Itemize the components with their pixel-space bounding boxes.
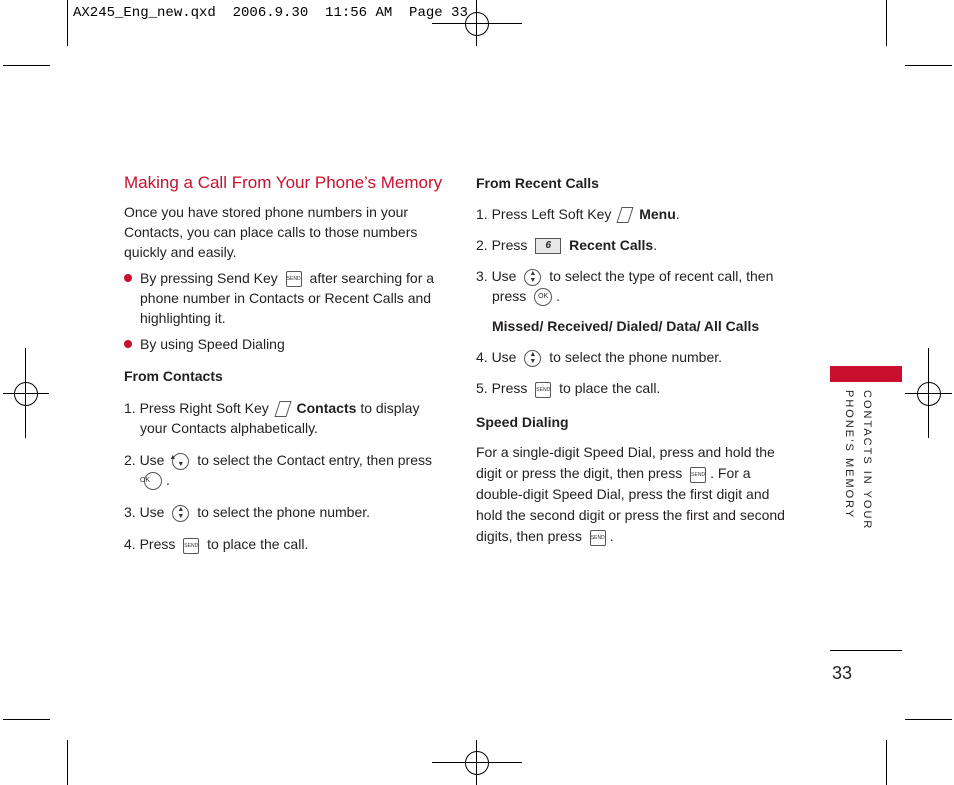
- ok-key-icon: OK: [534, 288, 552, 306]
- section-tab-bar: [830, 366, 902, 382]
- navigation-key-icon: ▲ ▼: [172, 453, 189, 470]
- send-key-icon: SEND: [590, 530, 606, 546]
- section-tab-line-1: CONTACTS IN YOUR: [861, 390, 873, 531]
- step-3: 3. Use ▲ ▼ to select the type of recent call, then press OK .: [476, 266, 798, 306]
- navigation-key-icon: ▲ ▼: [524, 350, 541, 367]
- intro-paragraph: Once you have stored phone numbers in your Contacts, you can place calls to those numbers quickly and easily.: [124, 204, 418, 260]
- crop-mark: [67, 0, 68, 46]
- ok-key-icon: OK: [144, 472, 162, 490]
- send-key-icon: SEND: [690, 467, 706, 483]
- speed-dial-paragraph: For a single-digit Speed Dial, press and hold the digit or press the digit, then press SEND . For a double-digit Speed Dial, press the first digit and hold the second digit or press the first and second digits, then press SEND .: [476, 444, 785, 545]
- left-soft-key-icon: [617, 207, 634, 223]
- step-2: 2. Use ▲ ▼ to select the Contact entry, then press OK .: [124, 450, 444, 490]
- navigation-key-icon: ▲ ▼: [524, 269, 541, 286]
- page-number: 33: [832, 663, 853, 683]
- bullet-item: By using Speed Dialing: [124, 334, 444, 354]
- navigation-key-icon: ▲ ▼: [172, 505, 189, 522]
- registration-mark: [917, 382, 941, 406]
- registration-mark: [465, 751, 489, 775]
- section-tab-label: [817, 390, 877, 530]
- registration-mark: [465, 12, 489, 36]
- crop-mark: [905, 65, 952, 66]
- send-key-icon: SEND: [286, 271, 302, 287]
- step-4: 4. Press SEND to place the call.: [124, 536, 309, 553]
- six-key-icon: 6: [535, 238, 561, 254]
- subheading-speed-dialing: Speed Dialing: [476, 414, 569, 431]
- crop-mark: [3, 719, 50, 720]
- section-tab-line-2: PHONE’S MEMORY: [843, 390, 855, 520]
- section-title: Making a Call From Your Phone’s Memory: [124, 173, 443, 192]
- file-slug: AX245_Eng_new.qxd 2006.9.30 11:56 AM Page 33: [73, 5, 468, 21]
- step-1: 1. Press Left Soft Key Menu.: [476, 206, 680, 222]
- step-1: 1. Press Right Soft Key Contacts to display your Contacts alphabetically.: [124, 400, 420, 436]
- step-4: 4. Use ▲ ▼ to select the phone number.: [476, 349, 723, 366]
- send-key-icon: SEND: [535, 382, 551, 398]
- call-types: Missed/ Received/ Dialed/ Data/ All Calls: [492, 318, 760, 335]
- bullet-dot: [124, 274, 132, 282]
- subheading-from-contacts: From Contacts: [124, 368, 223, 384]
- right-column: [476, 173, 798, 547]
- page-number-rule: [830, 650, 902, 651]
- right-soft-key-icon: [274, 401, 291, 417]
- bullet-dot: [124, 340, 132, 348]
- step-5: 5. Press SEND to place the call.: [476, 380, 661, 397]
- registration-mark: [14, 382, 38, 406]
- left-column: [124, 172, 444, 554]
- send-key-icon: SEND: [183, 538, 199, 554]
- step-2: 2. Press 6 Recent Calls.: [476, 237, 658, 253]
- bullet-item: By pressing Send Key SEND after searching for a phone number in Contacts or Recent Calls and highlighting it.: [124, 268, 444, 328]
- crop-mark: [67, 740, 68, 785]
- crop-mark: [905, 719, 952, 720]
- step-3: 3. Use ▲ ▼ to select the phone number.: [124, 504, 371, 521]
- crop-mark: [886, 740, 887, 785]
- crop-mark: [886, 0, 887, 46]
- crop-mark: [3, 65, 50, 66]
- subheading-from-recent-calls: From Recent Calls: [476, 175, 599, 191]
